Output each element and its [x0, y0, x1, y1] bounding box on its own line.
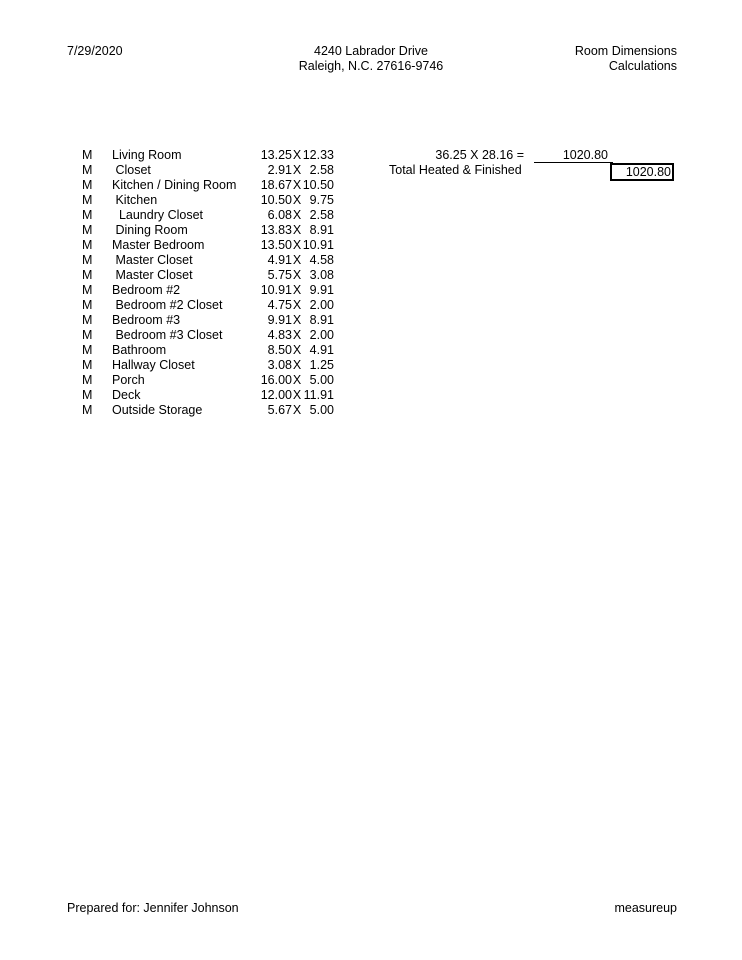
room-length: 5.00 — [309, 403, 334, 417]
room-length: 2.00 — [309, 298, 334, 312]
room-name: Laundry Closet — [112, 208, 204, 222]
room-width: 5.75 — [267, 268, 292, 282]
room-width: 13.50 — [260, 238, 292, 252]
dimension-separator: X — [292, 388, 302, 402]
room-width: 13.83 — [260, 223, 292, 237]
room-level: M — [82, 343, 93, 357]
room-length: 2.58 — [309, 208, 334, 222]
address-line-1: 4240 Labrador Drive — [314, 44, 428, 58]
room-length: 4.58 — [309, 253, 334, 267]
room-row — [0, 238, 742, 253]
room-name: Bedroom #3 — [112, 313, 181, 327]
room-length: 9.91 — [309, 283, 334, 297]
room-row — [0, 388, 742, 403]
room-name: Outside Storage — [112, 403, 203, 417]
dimension-separator: X — [292, 253, 302, 267]
dimension-separator: X — [292, 148, 302, 162]
room-row — [0, 208, 742, 223]
room-row — [0, 223, 742, 238]
room-length: 9.75 — [309, 193, 334, 207]
room-width: 8.50 — [267, 343, 292, 357]
room-length: 12.33 — [302, 148, 334, 162]
room-name: Porch — [112, 373, 145, 387]
room-name: Master Bedroom — [112, 238, 205, 252]
property-address — [271, 44, 471, 74]
room-name: Closet — [112, 163, 151, 177]
total-heated-finished-label: Total Heated & Finished — [389, 163, 522, 177]
room-dimensions-list — [0, 148, 742, 418]
room-level: M — [82, 388, 93, 402]
dimension-separator: X — [292, 343, 302, 357]
area-formula: 36.25 X 28.16 = — [435, 148, 524, 162]
room-length: 11.91 — [303, 388, 334, 402]
room-name: Bedroom #3 Closet — [112, 328, 223, 342]
room-name: Dining Room — [112, 223, 188, 237]
room-level: M — [82, 403, 93, 417]
dimension-separator: X — [292, 178, 302, 192]
room-level: M — [82, 208, 93, 222]
room-level: M — [82, 163, 93, 177]
room-row — [0, 268, 742, 283]
report-date: 7/29/2020 — [67, 44, 123, 58]
room-width: 10.50 — [260, 193, 292, 207]
room-length: 3.08 — [309, 268, 334, 282]
room-length: 1.25 — [309, 358, 334, 372]
dimension-separator: X — [292, 223, 302, 237]
prepared-for: Prepared for: Jennifer Johnson — [67, 901, 239, 915]
dimension-separator: X — [292, 313, 302, 327]
room-width: 4.75 — [267, 298, 292, 312]
room-row — [0, 298, 742, 313]
room-width: 13.25 — [260, 148, 292, 162]
room-level: M — [82, 328, 93, 342]
dimension-separator: X — [292, 403, 302, 417]
room-width: 2.91 — [267, 163, 292, 177]
room-name: Master Closet — [112, 268, 193, 282]
room-row — [0, 148, 742, 163]
dimension-separator: X — [292, 283, 302, 297]
dimension-separator: X — [292, 193, 302, 207]
room-level: M — [82, 253, 93, 267]
room-width: 9.91 — [267, 313, 292, 327]
room-name: Deck — [112, 388, 141, 402]
brand-name: measureup — [614, 901, 677, 915]
result-underline — [534, 162, 613, 163]
room-name: Bedroom #2 — [112, 283, 181, 297]
room-width: 16.00 — [260, 373, 292, 387]
room-row — [0, 283, 742, 298]
room-row — [0, 253, 742, 268]
room-name: Hallway Closet — [112, 358, 195, 372]
room-level: M — [82, 298, 93, 312]
room-length: 10.91 — [302, 238, 334, 252]
room-level: M — [82, 238, 93, 252]
dimension-separator: X — [292, 208, 302, 222]
room-row — [0, 328, 742, 343]
room-length: 2.58 — [309, 163, 334, 177]
room-name: Kitchen — [112, 193, 158, 207]
dimension-separator: X — [292, 328, 302, 342]
report-title-line-1: Room Dimensions — [574, 44, 677, 58]
room-name: Bathroom — [112, 343, 167, 357]
dimension-separator: X — [292, 298, 302, 312]
room-level: M — [82, 268, 93, 282]
report-title — [575, 44, 677, 74]
room-name: Bedroom #2 Closet — [112, 298, 223, 312]
room-length: 10.50 — [302, 178, 334, 192]
total-heated-finished-value: 1020.80 — [610, 163, 674, 181]
report-title-line-2: Calculations — [608, 59, 677, 73]
room-level: M — [82, 193, 93, 207]
dimension-separator: X — [292, 163, 302, 177]
room-row — [0, 358, 742, 373]
room-width: 5.67 — [267, 403, 292, 417]
room-row — [0, 193, 742, 208]
room-length: 8.91 — [309, 223, 334, 237]
area-result: 1020.80 — [562, 148, 608, 162]
room-width: 4.83 — [267, 328, 292, 342]
room-level: M — [82, 283, 93, 297]
dimension-separator: X — [292, 268, 302, 282]
room-level: M — [82, 358, 93, 372]
room-width: 18.67 — [260, 178, 292, 192]
room-width: 6.08 — [267, 208, 292, 222]
room-level: M — [82, 223, 93, 237]
room-length: 4.91 — [309, 343, 334, 357]
room-row — [0, 343, 742, 358]
room-row — [0, 313, 742, 328]
room-row — [0, 373, 742, 388]
dimension-separator: X — [292, 358, 302, 372]
room-level: M — [82, 313, 93, 327]
room-width: 4.91 — [267, 253, 292, 267]
room-width: 12.00 — [260, 388, 292, 402]
address-line-2: Raleigh, N.C. 27616-9746 — [298, 59, 444, 73]
room-length: 2.00 — [309, 328, 334, 342]
room-name: Master Closet — [112, 253, 193, 267]
room-name: Living Room — [112, 148, 182, 162]
room-row — [0, 403, 742, 418]
room-level: M — [82, 148, 93, 162]
dimension-separator: X — [292, 238, 302, 252]
room-level: M — [82, 178, 93, 192]
room-width: 10.91 — [260, 283, 292, 297]
room-length: 8.91 — [309, 313, 334, 327]
room-level: M — [82, 373, 93, 387]
room-length: 5.00 — [309, 373, 334, 387]
room-name: Kitchen / Dining Room — [112, 178, 237, 192]
room-width: 3.08 — [267, 358, 292, 372]
dimension-separator: X — [292, 373, 302, 387]
